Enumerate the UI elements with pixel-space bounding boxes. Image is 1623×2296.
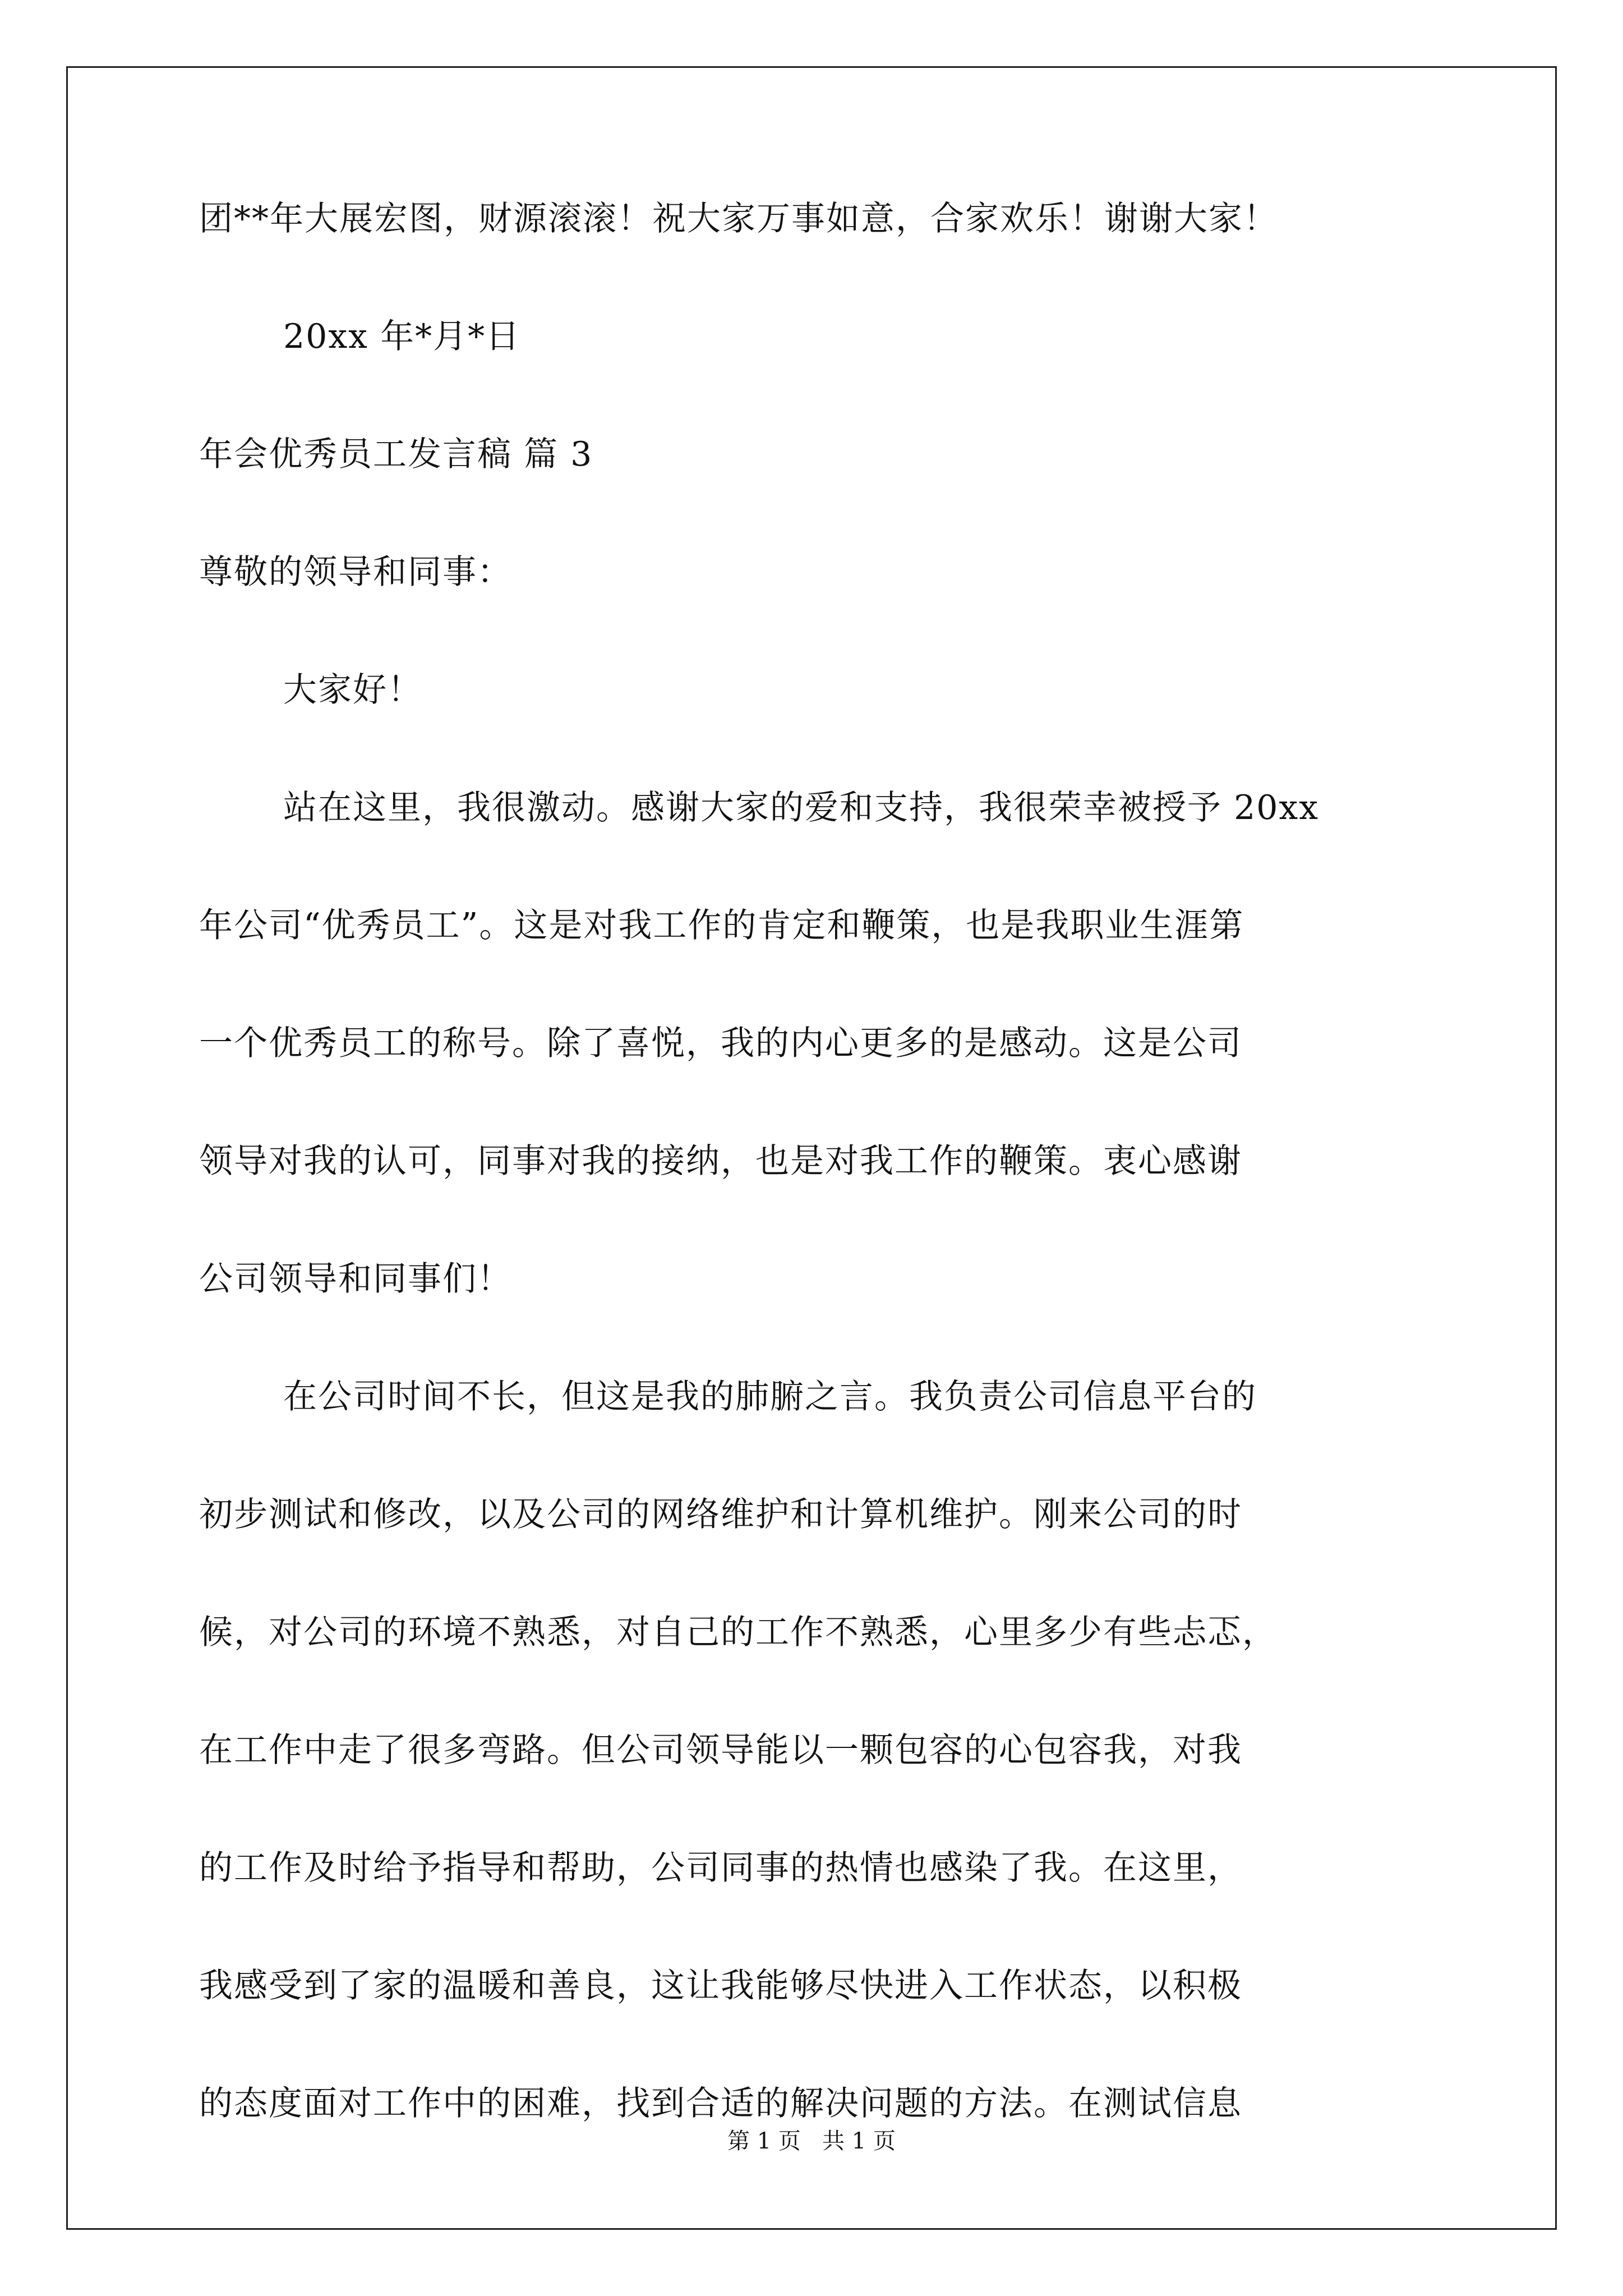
text-line: 候，对公司的环境不熟悉，对自己的工作不熟悉，心里多少有些忐忑， (199, 1613, 1277, 1652)
text-line: 在公司时间不长，但这是我的肺腑之言。我负责公司信息平台的 (283, 1377, 1257, 1416)
text-line: 领导对我的认可，同事对我的接纳，也是对我工作的鞭策。衷心感谢 (199, 1142, 1242, 1181)
page-footer: 第 1 页 共 1 页 (727, 2128, 896, 2154)
greeting: 大家好！ (283, 670, 422, 710)
date-line: 20xx 年*月*日 (283, 317, 521, 356)
text-line: 初步测试和修改，以及公司的网络维护和计算机维护。刚来公司的时 (199, 1495, 1242, 1534)
text-line: 在工作中走了很多弯路。但公司领导能以一颗包容的心包容我，对我 (199, 1731, 1242, 1770)
section-heading: 年会优秀员工发言稿 篇 3 (199, 435, 593, 474)
text-line: 的态度面对工作中的困难，找到合适的解决问题的方法。在测试信息 (199, 2084, 1242, 2123)
text-line: 我感受到了家的温暖和善良，这让我能够尽快进入工作状态，以积极 (199, 1966, 1242, 2005)
text-line: 年公司“优秀员工”。这是对我工作的肯定和鞭策，也是我职业生涯第 (199, 906, 1244, 945)
text-line: 一个优秀员工的称号。除了喜悦，我的内心更多的是感动。这是公司 (199, 1024, 1242, 1063)
text-line: 站在这里，我很激动。感谢大家的爱和支持，我很荣幸被授予 20xx (283, 788, 1320, 827)
text-line: 团**年大展宏图，财源滚滚！祝大家万事如意，合家欢乐！谢谢大家！ (199, 199, 1278, 238)
salutation: 尊敬的领导和同事： (199, 553, 512, 592)
text-line: 的工作及时给予指导和帮助，公司同事的热情也感染了我。在这里， (199, 1848, 1242, 1888)
text-line: 公司领导和同事们！ (199, 1259, 512, 1299)
